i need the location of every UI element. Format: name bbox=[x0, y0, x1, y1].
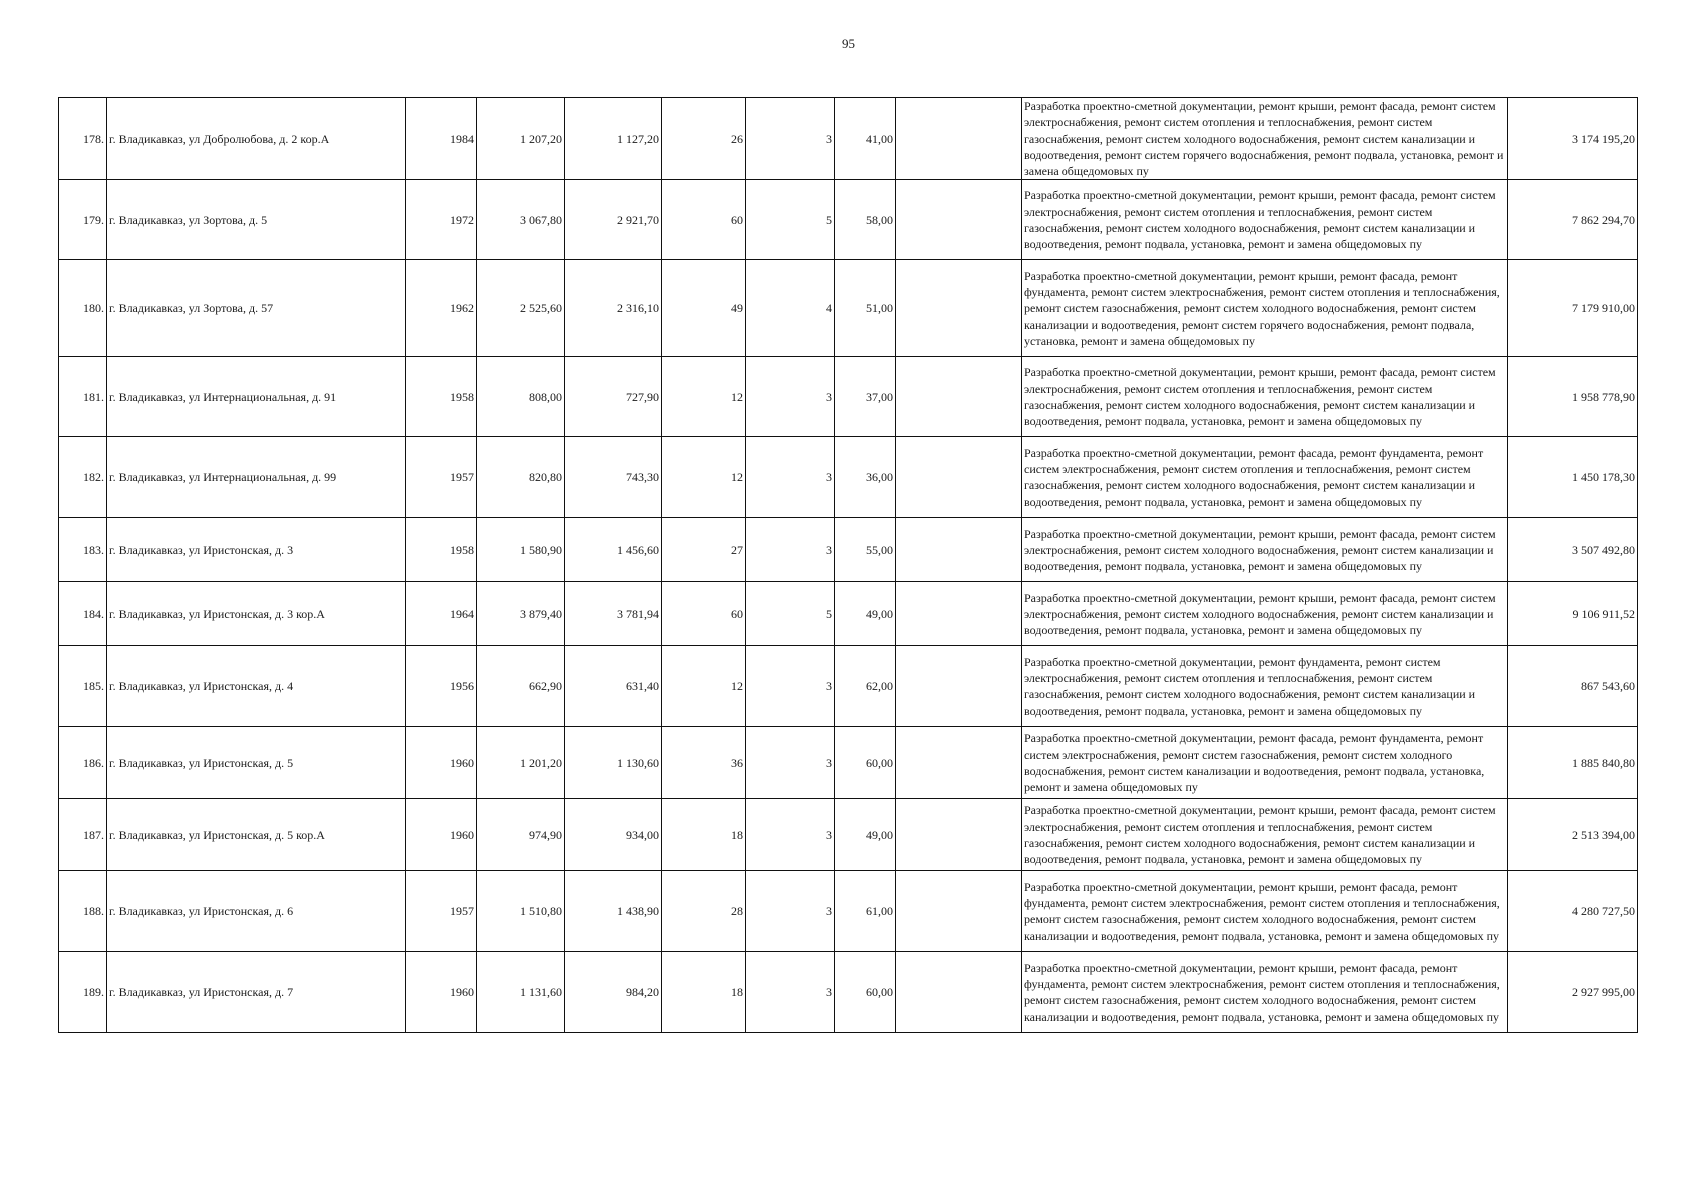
page-number: 95 bbox=[842, 36, 855, 51]
housing-registry-table bbox=[58, 97, 1638, 1033]
year-cell: 1957 bbox=[406, 871, 477, 952]
cost-cell: 1 450 178,30 bbox=[1508, 437, 1638, 518]
floors-cell: 3 bbox=[746, 98, 835, 180]
row-number: 187. bbox=[59, 799, 107, 871]
residents-cell: 18 bbox=[662, 952, 746, 1033]
table-row bbox=[59, 357, 1638, 437]
year-cell: 1964 bbox=[406, 582, 477, 646]
year-cell: 1958 bbox=[406, 518, 477, 582]
residents-cell: 12 bbox=[662, 646, 746, 727]
table-row bbox=[59, 799, 1638, 871]
residents-cell: 26 bbox=[662, 98, 746, 180]
work-description-cell: Разработка проектно-сметной документации, ремонт крыши, ремонт фасада, ремонт систем электроснабжения, ремонт систем отопления и теплоснабжения, ремонт систем газоснабжения, ремонт систем холодного водоснабжения, ремонт систем канализации и водоотведения, ремонт подвала, установка, ремонт и замена общедомовых пу bbox=[1022, 357, 1508, 437]
year-cell: 1984 bbox=[406, 98, 477, 180]
floors-cell: 3 bbox=[746, 518, 835, 582]
table-row bbox=[59, 952, 1638, 1033]
empty-cell bbox=[896, 357, 1022, 437]
total-area-cell: 1 207,20 bbox=[477, 98, 565, 180]
total-area-cell: 974,90 bbox=[477, 799, 565, 871]
cost-cell: 9 106 911,52 bbox=[1508, 582, 1638, 646]
work-description-cell: Разработка проектно-сметной документации, ремонт крыши, ремонт фасада, ремонт систем электроснабжения, ремонт систем отопления и теплоснабжения, ремонт систем газоснабжения, ремонт систем холодного водоснабжения, ремонт систем канализации и водоотведения, ремонт подвала, установка, ремонт и замена общедомовых пу bbox=[1022, 180, 1508, 260]
address-cell: г. Владикавказ, ул Иристонская, д. 5 bbox=[107, 727, 406, 799]
wear-cell: 36,00 bbox=[835, 437, 896, 518]
floors-cell: 3 bbox=[746, 871, 835, 952]
row-number: 186. bbox=[59, 727, 107, 799]
cost-cell: 7 862 294,70 bbox=[1508, 180, 1638, 260]
table-row bbox=[59, 180, 1638, 260]
table-row bbox=[59, 582, 1638, 646]
address-cell: г. Владикавказ, ул Интернациональная, д. 99 bbox=[107, 437, 406, 518]
row-number: 185. bbox=[59, 646, 107, 727]
work-description-cell: Разработка проектно-сметной документации, ремонт крыши, ремонт фасада, ремонт фундамента, ремонт систем электроснабжения, ремонт систем отопления и теплоснабжения, ремонт систем газоснабжения, ремонт систем холодного водоснабжения, ремонт систем канализации и водоотведения, ремонт подвала, установка, ремонт и замена общедомовых пу bbox=[1022, 952, 1508, 1033]
table-row bbox=[59, 437, 1638, 518]
total-area-cell: 2 525,60 bbox=[477, 260, 565, 357]
living-area-cell: 1 130,60 bbox=[565, 727, 662, 799]
living-area-cell: 727,90 bbox=[565, 357, 662, 437]
wear-cell: 61,00 bbox=[835, 871, 896, 952]
living-area-cell: 1 456,60 bbox=[565, 518, 662, 582]
table-row bbox=[59, 260, 1638, 357]
residents-cell: 27 bbox=[662, 518, 746, 582]
living-area-cell: 1 438,90 bbox=[565, 871, 662, 952]
empty-cell bbox=[896, 518, 1022, 582]
empty-cell bbox=[896, 727, 1022, 799]
living-area-cell: 2 316,10 bbox=[565, 260, 662, 357]
floors-cell: 5 bbox=[746, 582, 835, 646]
table-row bbox=[59, 871, 1638, 952]
year-cell: 1960 bbox=[406, 727, 477, 799]
table-row bbox=[59, 98, 1638, 180]
empty-cell bbox=[896, 98, 1022, 180]
residents-cell: 60 bbox=[662, 582, 746, 646]
floors-cell: 3 bbox=[746, 952, 835, 1033]
empty-cell bbox=[896, 646, 1022, 727]
cost-cell: 7 179 910,00 bbox=[1508, 260, 1638, 357]
empty-cell bbox=[896, 871, 1022, 952]
living-area-cell: 1 127,20 bbox=[565, 98, 662, 180]
residents-cell: 60 bbox=[662, 180, 746, 260]
living-area-cell: 934,00 bbox=[565, 799, 662, 871]
year-cell: 1960 bbox=[406, 952, 477, 1033]
total-area-cell: 820,80 bbox=[477, 437, 565, 518]
residents-cell: 18 bbox=[662, 799, 746, 871]
work-description-cell: Разработка проектно-сметной документации, ремонт крыши, ремонт фасада, ремонт фундамента, ремонт систем электроснабжения, ремонт систем отопления и теплоснабжения, ремонт систем газоснабжения, ремонт систем холодного водоснабжения, ремонт систем канализации и водоотведения, ремонт подвала, установка, ремонт и замена общедомовых пу bbox=[1022, 871, 1508, 952]
address-cell: г. Владикавказ, ул Иристонская, д. 6 bbox=[107, 871, 406, 952]
floors-cell: 3 bbox=[746, 799, 835, 871]
residents-cell: 28 bbox=[662, 871, 746, 952]
cost-cell: 2 927 995,00 bbox=[1508, 952, 1638, 1033]
row-number: 183. bbox=[59, 518, 107, 582]
address-cell: г. Владикавказ, ул Зортова, д. 5 bbox=[107, 180, 406, 260]
year-cell: 1957 bbox=[406, 437, 477, 518]
floors-cell: 3 bbox=[746, 437, 835, 518]
work-description-cell: Разработка проектно-сметной документации, ремонт крыши, ремонт фасада, ремонт систем электроснабжения, ремонт систем отопления и теплоснабжения, ремонт систем газоснабжения, ремонт систем холодного водоснабжения, ремонт систем канализации и водоотведения, ремонт подвала, установка, ремонт и замена общедомовых пу bbox=[1022, 799, 1508, 871]
total-area-cell: 1 580,90 bbox=[477, 518, 565, 582]
work-description-cell: Разработка проектно-сметной документации, ремонт крыши, ремонт фасада, ремонт систем электроснабжения, ремонт систем холодного водоснабжения, ремонт систем канализации и водоотведения, ремонт подвала, установка, ремонт и замена общедомовых пу bbox=[1022, 518, 1508, 582]
work-description-cell: Разработка проектно-сметной документации, ремонт фасада, ремонт фундамента, ремонт систем электроснабжения, ремонт систем отопления и теплоснабжения, ремонт систем газоснабжения, ремонт систем холодного водоснабжения, ремонт систем канализации и водоотведения, ремонт подвала, установка, ремонт и замена общедомовых пу bbox=[1022, 437, 1508, 518]
work-description-cell: Разработка проектно-сметной документации, ремонт фасада, ремонт фундамента, ремонт систем электроснабжения, ремонт систем газоснабжения, ремонт систем холодного водоснабжения, ремонт систем канализации и водоотведения, ремонт подвала, установка, ремонт и замена общедомовых пу bbox=[1022, 727, 1508, 799]
empty-cell bbox=[896, 582, 1022, 646]
address-cell: г. Владикавказ, ул Иристонская, д. 5 кор.А bbox=[107, 799, 406, 871]
wear-cell: 37,00 bbox=[835, 357, 896, 437]
empty-cell bbox=[896, 952, 1022, 1033]
address-cell: г. Владикавказ, ул Добролюбова, д. 2 кор.А bbox=[107, 98, 406, 180]
wear-cell: 49,00 bbox=[835, 582, 896, 646]
year-cell: 1972 bbox=[406, 180, 477, 260]
row-number: 179. bbox=[59, 180, 107, 260]
table-body bbox=[59, 98, 1638, 1033]
wear-cell: 60,00 bbox=[835, 727, 896, 799]
floors-cell: 3 bbox=[746, 727, 835, 799]
cost-cell: 3 174 195,20 bbox=[1508, 98, 1638, 180]
floors-cell: 4 bbox=[746, 260, 835, 357]
wear-cell: 62,00 bbox=[835, 646, 896, 727]
work-description-cell: Разработка проектно-сметной документации, ремонт крыши, ремонт фасада, ремонт систем электроснабжения, ремонт систем холодного водоснабжения, ремонт систем канализации и водоотведения, ремонт подвала, установка, ремонт и замена общедомовых пу bbox=[1022, 582, 1508, 646]
total-area-cell: 1 201,20 bbox=[477, 727, 565, 799]
wear-cell: 55,00 bbox=[835, 518, 896, 582]
table-row bbox=[59, 518, 1638, 582]
wear-cell: 60,00 bbox=[835, 952, 896, 1033]
living-area-cell: 743,30 bbox=[565, 437, 662, 518]
total-area-cell: 662,90 bbox=[477, 646, 565, 727]
wear-cell: 51,00 bbox=[835, 260, 896, 357]
address-cell: г. Владикавказ, ул Иристонская, д. 3 кор.А bbox=[107, 582, 406, 646]
address-cell: г. Владикавказ, ул Зортова, д. 57 bbox=[107, 260, 406, 357]
year-cell: 1956 bbox=[406, 646, 477, 727]
residents-cell: 12 bbox=[662, 357, 746, 437]
residents-cell: 36 bbox=[662, 727, 746, 799]
year-cell: 1962 bbox=[406, 260, 477, 357]
wear-cell: 41,00 bbox=[835, 98, 896, 180]
wear-cell: 49,00 bbox=[835, 799, 896, 871]
residents-cell: 49 bbox=[662, 260, 746, 357]
year-cell: 1960 bbox=[406, 799, 477, 871]
living-area-cell: 2 921,70 bbox=[565, 180, 662, 260]
cost-cell: 4 280 727,50 bbox=[1508, 871, 1638, 952]
empty-cell bbox=[896, 180, 1022, 260]
total-area-cell: 1 131,60 bbox=[477, 952, 565, 1033]
wear-cell: 58,00 bbox=[835, 180, 896, 260]
work-description-cell: Разработка проектно-сметной документации, ремонт фундамента, ремонт систем электроснабжения, ремонт систем отопления и теплоснабжения, ремонт систем газоснабжения, ремонт систем холодного водоснабжения, ремонт систем канализации и водоотведения, ремонт подвала, установка, ремонт и замена общедомовых пу bbox=[1022, 646, 1508, 727]
address-cell: г. Владикавказ, ул Иристонская, д. 3 bbox=[107, 518, 406, 582]
row-number: 184. bbox=[59, 582, 107, 646]
work-description-cell: Разработка проектно-сметной документации, ремонт крыши, ремонт фасада, ремонт систем электроснабжения, ремонт систем отопления и теплоснабжения, ремонт систем газоснабжения, ремонт систем холодного водоснабжения, ремонт систем канализации и водоотведения, ремонт систем горячего водоснабжения, ремонт подвала, установка, ремонт и замена общедомовых пу bbox=[1022, 98, 1508, 180]
table-row bbox=[59, 646, 1638, 727]
row-number: 188. bbox=[59, 871, 107, 952]
table-row bbox=[59, 727, 1638, 799]
row-number: 178. bbox=[59, 98, 107, 180]
row-number: 181. bbox=[59, 357, 107, 437]
cost-cell: 1 958 778,90 bbox=[1508, 357, 1638, 437]
cost-cell: 1 885 840,80 bbox=[1508, 727, 1638, 799]
residents-cell: 12 bbox=[662, 437, 746, 518]
address-cell: г. Владикавказ, ул Иристонская, д. 7 bbox=[107, 952, 406, 1033]
total-area-cell: 1 510,80 bbox=[477, 871, 565, 952]
cost-cell: 867 543,60 bbox=[1508, 646, 1638, 727]
floors-cell: 5 bbox=[746, 180, 835, 260]
row-number: 180. bbox=[59, 260, 107, 357]
floors-cell: 3 bbox=[746, 646, 835, 727]
cost-cell: 3 507 492,80 bbox=[1508, 518, 1638, 582]
empty-cell bbox=[896, 437, 1022, 518]
total-area-cell: 3 879,40 bbox=[477, 582, 565, 646]
address-cell: г. Владикавказ, ул Интернациональная, д. 91 bbox=[107, 357, 406, 437]
empty-cell bbox=[896, 260, 1022, 357]
empty-cell bbox=[896, 799, 1022, 871]
floors-cell: 3 bbox=[746, 357, 835, 437]
row-number: 182. bbox=[59, 437, 107, 518]
address-cell: г. Владикавказ, ул Иристонская, д. 4 bbox=[107, 646, 406, 727]
work-description-cell: Разработка проектно-сметной документации, ремонт крыши, ремонт фасада, ремонт фундамента, ремонт систем электроснабжения, ремонт систем отопления и теплоснабжения, ремонт систем газоснабжения, ремонт систем холодного водоснабжения, ремонт систем канализации и водоотведения, ремонт систем горячего водоснабжения, ремонт подвала, установка, ремонт и замена общедомовых пу bbox=[1022, 260, 1508, 357]
total-area-cell: 808,00 bbox=[477, 357, 565, 437]
cost-cell: 2 513 394,00 bbox=[1508, 799, 1638, 871]
living-area-cell: 984,20 bbox=[565, 952, 662, 1033]
living-area-cell: 3 781,94 bbox=[565, 582, 662, 646]
row-number: 189. bbox=[59, 952, 107, 1033]
living-area-cell: 631,40 bbox=[565, 646, 662, 727]
total-area-cell: 3 067,80 bbox=[477, 180, 565, 260]
year-cell: 1958 bbox=[406, 357, 477, 437]
